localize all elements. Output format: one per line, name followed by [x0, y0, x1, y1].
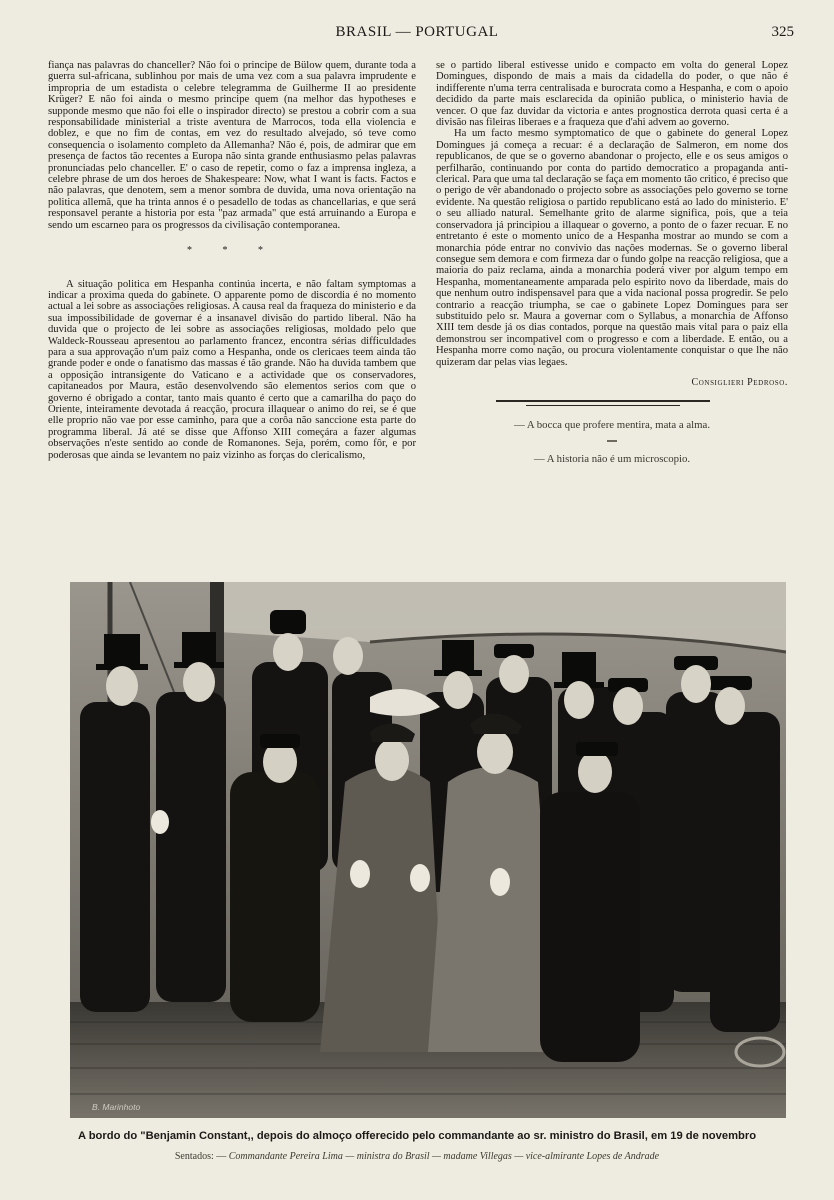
subcaption-lead: Sentados: — [174, 1151, 227, 1162]
author-signature: Consiglieri Pedroso. [691, 376, 788, 388]
right-paragraph-1: se o partido liberal estivesse unido e compacto em volta do general Lopez Domingues, dispondo de mais a mais da cidadella do poder, o que não é indifferente n'uma terra centralisada e burocrata como a Hespanha, e com o apoio decidido da parte mais esclarecida da opinião publica, o ministerio havia de vencer. O que faz duvidar da victoria e antes prognostica derrota quasi certa é a divisão nas fileiras liberaes e a fraqueza que d'ahi advem ao governo. [436, 60, 788, 129]
maxim-1: — A bocca que profere mentira, mata a alma. [513, 419, 711, 432]
right-column [436, 60, 788, 465]
page-header [0, 22, 834, 44]
running-title: BRASIL — PORTUGAL [335, 24, 499, 40]
photo-subcaption [0, 1151, 834, 1162]
left-column [48, 60, 416, 461]
subcaption-names: Commandante Pereira Lima — ministra do Brasil — madame Villegas — vice-almirante Lopes de Andrade [228, 1151, 660, 1162]
photo-caption: A bordo do "Benjamin Constant,, depois do almoço offerecido pelo commandante ao sr. ministro do Brasil, em 19 de novembro [77, 1130, 757, 1142]
double-rule-divider [436, 396, 788, 408]
thin-rule [526, 405, 680, 406]
section-separator-stars: * * * [187, 245, 277, 257]
left-paragraph-2: A situação politica em Hespanha continúa incerta, e não faltam symptomas a indicar a proxima queda do gabinete. O apparente pomo de discordia é no momento actual a lei sobre as associações religiosas. A causa real da fraqueza do ministerio e da sua impossibilidade de governar é a insanavel divisão do partido liberal. Não ha duvida que o projecto de lei sobre as associações religiosas, moldado pelo que Waldeck-Rousseau apresentou ao parlamento francez, encontra sérias difficuldades para a sua approvação n'um paiz como a Hespanha, onde os clericaes teem ainda tão grande poder e onde o fanatismo das massas é tão grande. Não ha duvida tambem que a opposição intransigente do Vaticano e a actividade que os conservadores, capitaneados por Maura, estão desenvolvendo são elementos serios com que o governo é obrigado a contar, tanto mais quanto é certo que a camarilha do paço do Oriente, inteiramente devotada á reacção, procura illaquear o animo do rei, se é que elle proprio não vae por esse caminho, para que a corôa não sanccione esta parte do programma liberal. Já até se disse que Affonso XIII começára a fazer algumas observações n'este sentido ao conde de Romanones. Seja, porém, como fôr, e por poderosas que ainda se levantem no paiz vizinho as forças do clericalismo, [48, 278, 416, 461]
left-paragraph-1: fiança nas palavras do chanceller? Não foi o principe de Bülow quem, durante toda a guerra sul-africana, sublinhou por mais de uma vez com a sua palavra imprudente e impropria de um estadista o celebre telegramma de Guilherme II ao presidente Krüger? E não foi ainda o mesmo principe quem (na melhor das hypotheses e supponde mesmo que não foi elle o inspirador directo) se prestou a cobrir com a sua responsabilidade ministerial a triste aventura de Marrocos, toda ella violencia e doblez, e que no fim de contas, em vez do resultado alvejado, só teve como consequencia o isolamento completo da Allemanha? Não é, pois, de admirar que em presença de factos tão recentes a Europa não sinta grande enthusiasmo pelas palavras pronunciadas pelo chanceller. E' o caso de repetir, como o faz a imprensa ingleza, a celebre phrase de um dos heroes de Shakespeare: Now, what I want is facts. Factos e não palavras, que denotem, sem a menor sombra de duvida, uma nova orientação na politica allemã, que ha trinta annos é o pesadello de todas as chancellarias, e que será responsavel perante a historia por esta "paz armada" que está arruinando a Europa e sendo um escarneo para os progressos da civilisação contemporanea. [48, 60, 416, 231]
right-paragraph-2: Ha um facto mesmo symptomatico de que o gabinete do general Lopez Domingues já começa a recuar: é a declaração de Salmeron, em nome dos republicanos, de que se o governo abandonar o projecto, elle e os seus amigos o perfilharão, continuando por conta do partido democratico a propaganda anti-clerical. Para que uma tal declaração se faça em momento tão critico, é preciso que o perigo de vêr abandonado o projecto sobre as associações pelo governo se torne evidente. Na questão religiosa o partido republicano está ao lado do ministerio. E' o seu alliado natural. Semelhante grito de alarme significa, pois, que a teia conservadora já principiou a illaquear o governo, a ponto de o fazer recuar. E no entretanto é este o momento unico de a Hespanha mostrar ao mundo se com a monarchia póde entrar no convivio das nações modernas. Se o governo liberal consegue sem demora e com firmeza dar o fundo golpe na reacção religiosa, que a maioria do paiz reclama, ainda a monarchia poderá viver por algum tempo em Hespanha, momentaneamente amparada pelo espirito novo da liberdade, mais do que nenhum outro indispensavel para que a vida nacional possa progredir. Se pelo contrario a reacção triumpha, se cae o gabinete Lopez Domingues para ser substituido pelo sr. Maura a governar com o Syllabus, a monarchia de Affonso XIII tem desde já os dias contados, porque na questão mais vital para o paiz ella demonstrou ser incompativel com o progresso e com a liberdade. E então, ou a Hespanha morre como nação, ou procura violentamente conquistar o que lhe não quizeram dar pelas vias legaes. [436, 128, 788, 368]
maxim-2: — A historia não é um microscopio. [533, 452, 691, 465]
short-divider [607, 440, 617, 442]
photo-credit: B. Marinhoto [92, 1102, 141, 1112]
page-number: 325 [771, 24, 794, 40]
thick-rule [496, 400, 710, 402]
photo-illustration [70, 582, 786, 1118]
group-photograph [70, 582, 786, 1118]
